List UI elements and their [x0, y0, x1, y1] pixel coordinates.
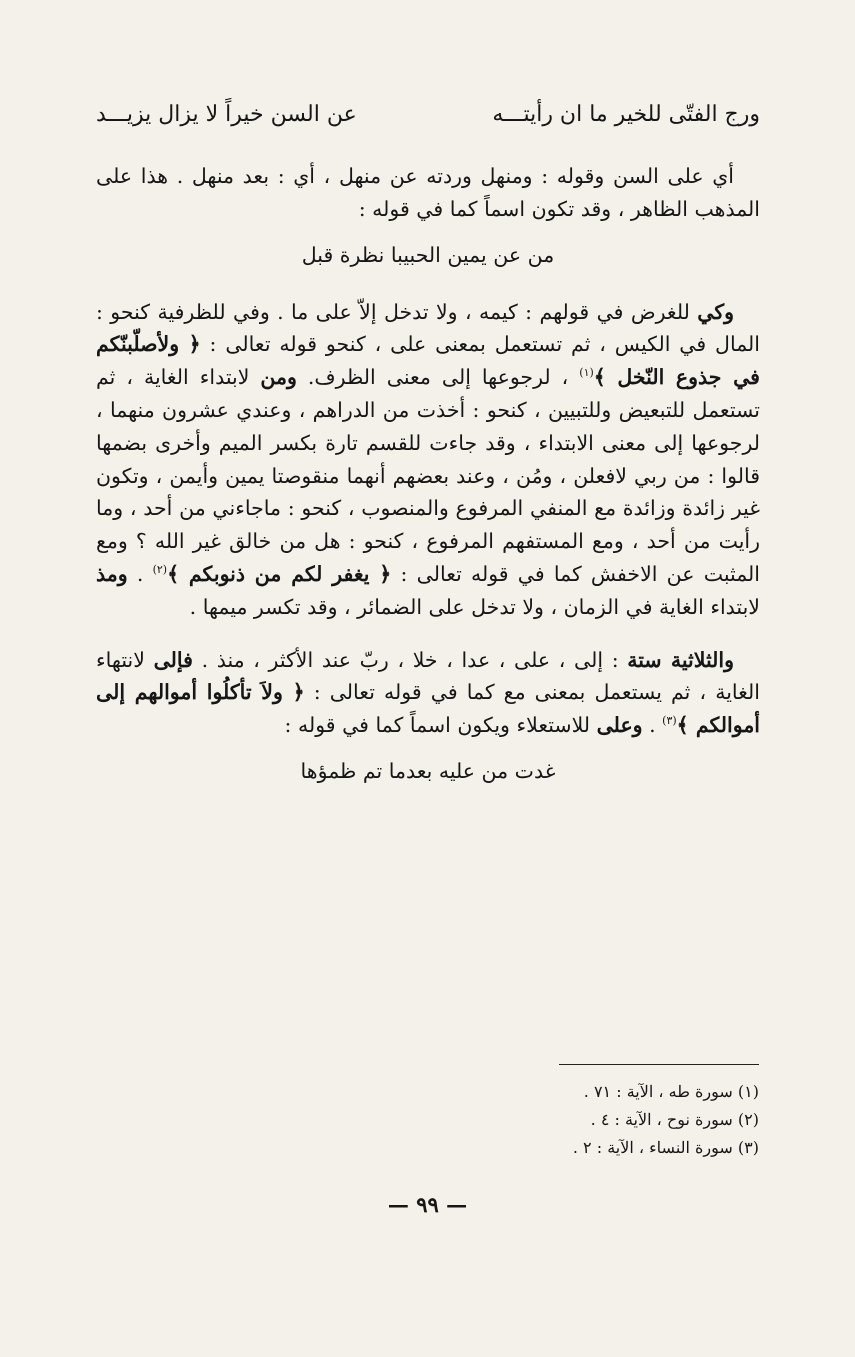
footnote-3: (٣) سورة النساء ، الآية : ٢ .: [572, 1138, 759, 1157]
footnote-divider: [559, 1064, 759, 1065]
poetry-verse-middle: من عن يمين الحبيبا نظرة قبل: [301, 242, 555, 267]
term-ila: فإلى: [153, 647, 193, 672]
term-mudh: ومذ: [96, 561, 128, 586]
para3-text2: لانتهاء الغاية ، ثم يستعمل بمعنى مع كما في قوله تعالى :: [96, 647, 760, 705]
para3-text3: .: [642, 713, 663, 738]
quran-quote-2: ﴿ يغفر لكم من ذنوبكم ﴾: [167, 561, 392, 586]
quran-quote-3: ﴿ ولاَ تأكلُوا أموالهم إلى أموالكم ﴾: [96, 680, 760, 738]
para2-text1: للغرض في قولهم : كيمه ، ولا تدخل إلاّ على ما . وفي للظرفية كنحو : المال في الكيس ، ثم تستعمل بمعنى على ، كنحو قوله تعالى :: [96, 299, 760, 357]
verse-hemistich-right: ورج الفتّى للخير ما ان رأيتـــه: [492, 102, 760, 127]
page-number: — ٩٩ —: [387, 1192, 468, 1217]
para3-text4: للاستعلاء ويكون اسماً كما في قوله :: [284, 713, 597, 738]
paragraph-gap: [96, 624, 760, 644]
para3-text1: : إلى ، على ، عدا ، خلا ، ربّ عند الأكثر ، منذ .: [192, 647, 628, 672]
footnote-ref-2: (٢): [152, 563, 168, 577]
poetry-verse-top: [96, 98, 760, 132]
para2-text4: .: [127, 561, 153, 586]
term-thulathiya: والثلاثية ستة: [627, 647, 734, 672]
term-min: ومن: [260, 365, 297, 390]
paragraph-1: أي على السن وقوله : ومنهل وردته عن منهل ، أي : بعد منهل . هذا على المذهب الظاهر ، وقد تكون اسماً كما في قوله :: [96, 164, 760, 221]
footnote-ref-3: (٣): [662, 714, 677, 728]
paragraph-3: [96, 644, 760, 742]
footnote-2: (٢) سورة نوح ، الآية : ٤ .: [590, 1110, 759, 1129]
paragraph-2: [96, 296, 760, 624]
footnotes-list: [573, 1078, 759, 1162]
para2-text5: لابتداء الغاية في الزمان ، ولا تدخل على الضمائر ، وقد تكسر ميمها .: [189, 594, 760, 619]
quran-quote-1: ﴿ ولأصلّبنّكم في جذوع النّخل ﴾: [96, 332, 760, 390]
footnote-ref-1: (١): [579, 366, 594, 380]
verse-hemistich-left: عن السن خيراً لا يزال يزيـــد: [96, 102, 357, 127]
term-kay: وكي: [697, 299, 734, 324]
para2-text2: ، لرجوعها إلى معنى الظرف.: [296, 365, 580, 390]
poetry-verse-bottom: غدت من عليه بعدما تم ظمؤها: [300, 758, 556, 783]
term-ala: وعلى: [596, 713, 643, 738]
footnote-1: (١) سورة طه ، الآية : ٧١ .: [583, 1082, 759, 1101]
para2-text3: لابتداء الغاية ، ثم تستعمل للتبعيض وللتبيين ، كنحو : أخذت من الدراهم ، وعندي عشرون منهما ، لرجوعها إلى معنى الابتداء ، وقد جاءت للقسم تارة بكسر الميم وأخرى بضمها قالوا : من ربي لافعلن ، ومُن ، وعند بعضهم أنهما منقوصتا يمين وأيمن ، وتكون غير زائدة وزائدة مع المنفي المرفوع والمنصوب ، كنحو : ماجاءني من أحد ، وما رأيت من أحد ، ومع المستفهم المرفوع ، كنحو : هل من خالق غير الله ؟ ومع المثبت عن الاخفش كما في قوله تعالى :: [96, 365, 760, 586]
